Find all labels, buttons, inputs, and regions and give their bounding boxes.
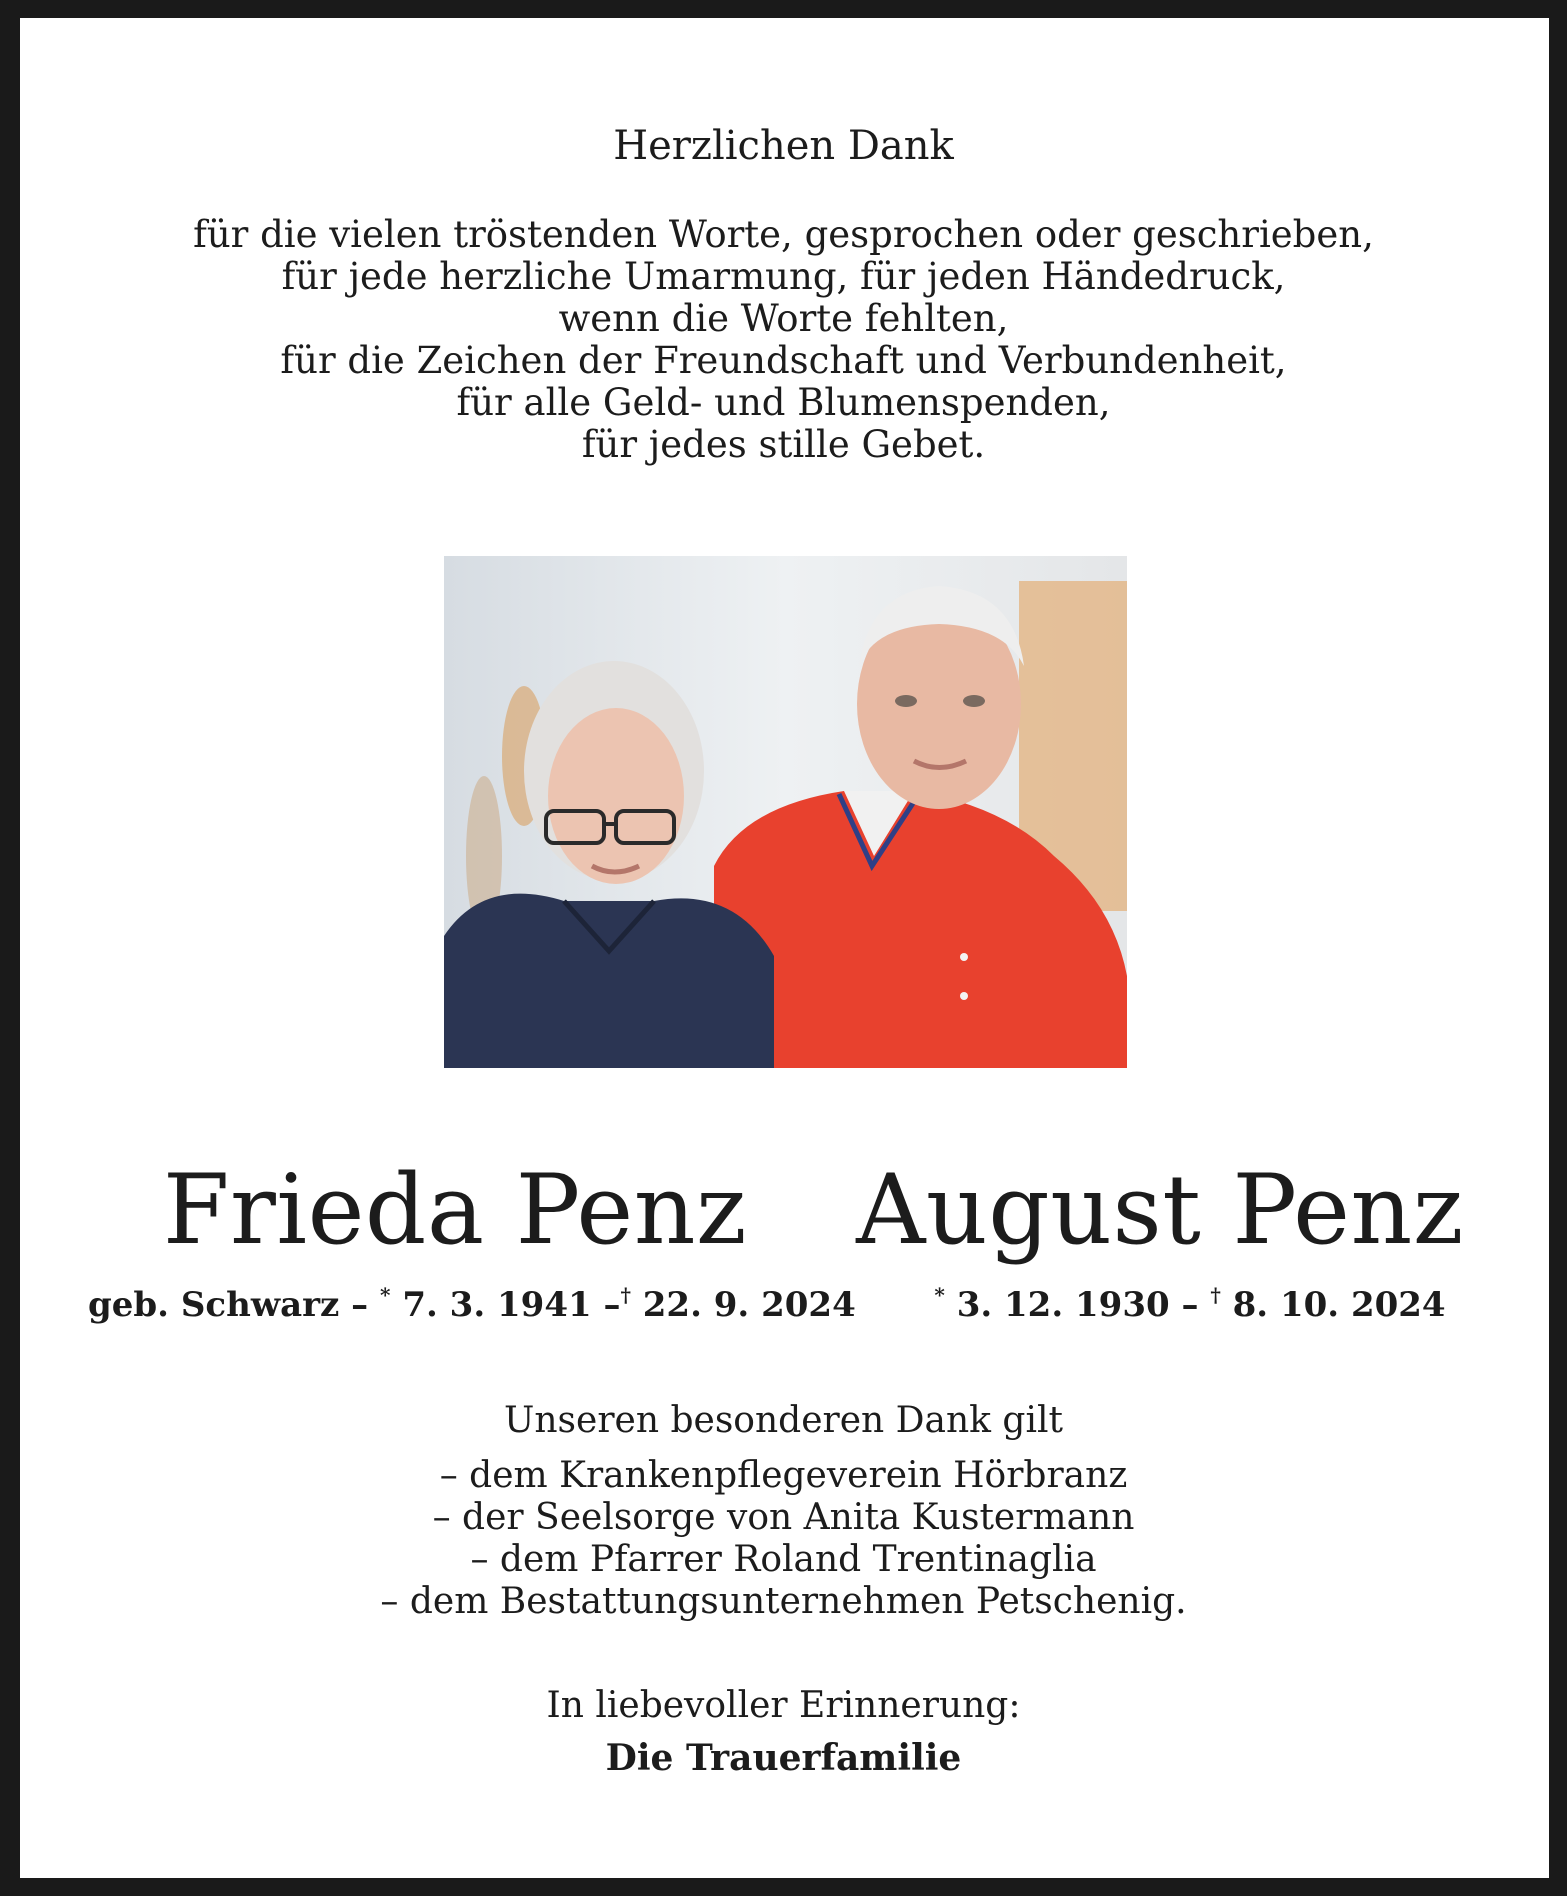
intro-line: für jede herzliche Umarmung, für jeden Händedruck, <box>281 255 1286 298</box>
family-signature: Die Trauerfamilie <box>605 1737 962 1779</box>
intro-paragraph <box>0 214 1567 466</box>
birth-symbol: * <box>934 1283 945 1307</box>
deceased-name-august: August Penz <box>856 1154 1464 1266</box>
thanks-list-item: – dem Bestattungsunternehmen Petschenig. <box>380 1581 1187 1622</box>
intro-line: wenn die Worte fehlten, <box>558 297 1009 340</box>
death-symbol: † <box>1210 1283 1221 1307</box>
deceased-name-frieda: Frieda Penz <box>162 1154 748 1266</box>
intro-line: für alle Geld- und Blumenspenden, <box>456 381 1111 424</box>
life-dates-august <box>850 1283 1530 1327</box>
memory-line: In liebevoller Erinnerung: <box>546 1685 1021 1726</box>
thanks-list-item: – dem Krankenpflegeverein Hörbranz <box>439 1455 1128 1496</box>
thanks-list-item: – dem Pfarrer Roland Trentinaglia <box>470 1539 1097 1580</box>
intro-line: für jedes stille Gebet. <box>581 423 986 466</box>
thanks-title: Herzlichen Dank <box>613 123 954 169</box>
special-thanks-heading: Unseren besonderen Dank gilt <box>504 1400 1063 1441</box>
death-date: 8. 10. 2024 <box>1220 1285 1446 1325</box>
intro-line: für die vielen tröstenden Worte, gesprochen oder geschrieben, <box>193 213 1374 256</box>
birth-date: 3. 12. 1930 – <box>944 1285 1211 1325</box>
birth-symbol: * <box>380 1283 391 1307</box>
couple-photo <box>444 556 1127 1068</box>
special-thanks-list <box>0 1455 1567 1623</box>
death-date: 22. 9. 2024 <box>630 1285 856 1325</box>
birth-date: 7. 3. 1941 – <box>390 1285 621 1325</box>
intro-line: für die Zeichen der Freundschaft und Verbundenheit, <box>280 339 1287 382</box>
thanks-list-item: – der Seelsorge von Anita Kustermann <box>432 1497 1135 1538</box>
maiden-name: geb. Schwarz – <box>88 1285 381 1325</box>
death-symbol: † <box>620 1283 631 1307</box>
life-dates-frieda <box>88 1283 856 1327</box>
